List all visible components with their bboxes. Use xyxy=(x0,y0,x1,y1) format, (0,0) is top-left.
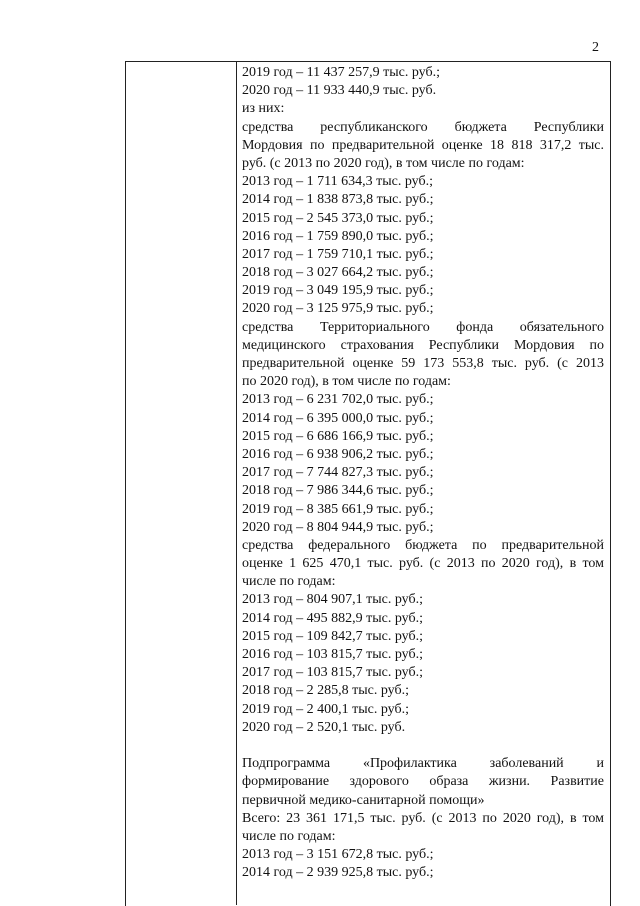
text-line: 2019 год – 3 049 195,9 тыс. руб.; xyxy=(242,283,434,299)
text-line: 2019 год – 8 385 661,9 тыс. руб.; xyxy=(242,501,434,517)
text-line: средства федерального бюджета по предварительной xyxy=(242,537,604,553)
text-line: 2017 год – 1 759 710,1 тыс. руб.; xyxy=(242,246,434,262)
text-line: 2014 год – 495 882,9 тыс. руб.; xyxy=(242,610,423,626)
text-line: 2015 год – 109 842,7 тыс. руб.; xyxy=(242,628,423,644)
text-line: 2013 год – 1 711 634,3 тыс. руб.; xyxy=(242,174,433,190)
text-line: 2017 год – 103 815,7 тыс. руб.; xyxy=(242,665,423,681)
text-line: 2013 год – 6 231 702,0 тыс. руб.; xyxy=(242,392,434,408)
text-line: формирование здорового образа жизни. Развитие xyxy=(242,774,604,790)
text-line: 2015 год – 2 545 373,0 тыс. руб.; xyxy=(242,210,434,226)
text-line: 2019 год – 11 437 257,9 тыс. руб.; xyxy=(242,65,440,80)
text-line: 2018 год – 2 285,8 тыс. руб.; xyxy=(242,683,409,699)
text-line: 2013 год – 804 907,1 тыс. руб.; xyxy=(242,592,423,608)
text-line: 2014 год – 1 838 873,8 тыс. руб.; xyxy=(242,192,434,208)
text-line: руб. (с 2013 по 2020 год), в том числе по годам: xyxy=(242,155,525,171)
text-line: по 2020 год), в том числе по годам: xyxy=(242,374,451,390)
page-number: 2 xyxy=(592,40,599,55)
text-line: 2019 год – 2 400,1 тыс. руб.; xyxy=(242,701,409,717)
column-divider xyxy=(236,61,237,905)
text-line: 2018 год – 7 986 344,6 тыс. руб.; xyxy=(242,483,434,499)
text-line: средства Территориального фонда обязательного xyxy=(242,319,604,335)
text-line: числе по годам: xyxy=(242,574,336,590)
text-line xyxy=(242,737,604,755)
text-line: 2020 год – 8 804 944,9 тыс. руб.; xyxy=(242,519,434,535)
text-line: первичной медико-санитарной помощи» xyxy=(242,792,485,808)
text-line: 2020 год – 11 933 440,9 тыс. руб. xyxy=(242,83,437,99)
text-line: 2016 год – 1 759 890,0 тыс. руб.; xyxy=(242,228,434,244)
text-line: 2020 год – 3 125 975,9 тыс. руб.; xyxy=(242,301,434,317)
text-line: 2015 год – 6 686 166,9 тыс. руб.; xyxy=(242,428,434,444)
text-line: Всего: 23 361 171,5 тыс. руб. (с 2013 по 2020 год), в том xyxy=(242,810,604,826)
text-line: Подпрограмма «Профилактика заболеваний и xyxy=(242,756,604,772)
text-line: 2017 год – 7 744 827,3 тыс. руб.; xyxy=(242,465,434,481)
text-line: 2016 год – 103 815,7 тыс. руб.; xyxy=(242,647,423,662)
text-line: 2018 год – 3 027 664,2 тыс. руб.; xyxy=(242,265,434,281)
text-line: оценке 1 625 470,1 тыс. руб. (с 2013 по 2020 год), в том xyxy=(242,556,604,572)
financing-text-cell xyxy=(242,64,604,882)
text-line: медицинского страхования Республики Мордовия по xyxy=(242,337,604,353)
text-line: средства республиканского бюджета Республики xyxy=(242,119,604,135)
text-line: 2020 год – 2 520,1 тыс. руб. xyxy=(242,719,406,735)
text-line: 2016 год – 6 938 906,2 тыс. руб.; xyxy=(242,446,434,462)
text-line: из них: xyxy=(242,101,285,117)
text-line: числе по годам: xyxy=(242,828,336,844)
text-line: предварительной оценке 59 173 553,8 тыс. руб. (с 2013 xyxy=(242,356,604,371)
text-line: 2014 год – 2 939 925,8 тыс. руб.; xyxy=(242,865,434,881)
text-line: 2014 год – 6 395 000,0 тыс. руб.; xyxy=(242,410,434,426)
text-line: 2013 год – 3 151 672,8 тыс. руб.; xyxy=(242,847,434,863)
text-line: Мордовия по предварительной оценке 18 818 317,2 тыс. xyxy=(242,137,604,153)
